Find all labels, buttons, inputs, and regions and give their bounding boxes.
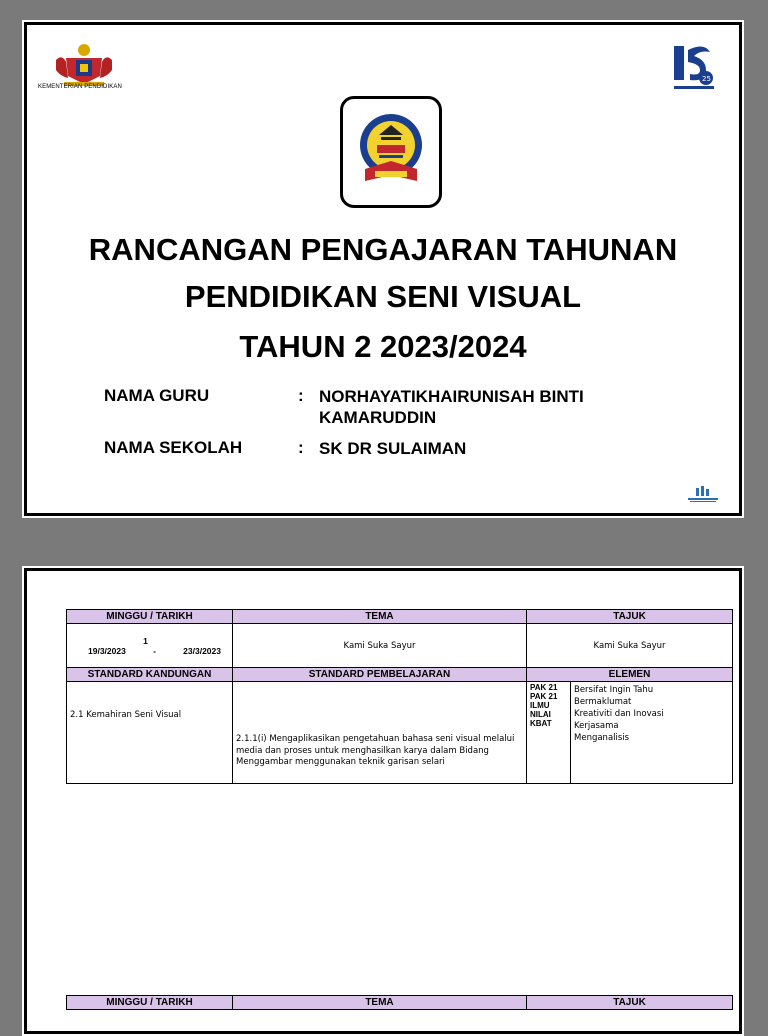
- lesson-plan-table-next: [66, 995, 733, 1010]
- pak-code: NILAI: [530, 710, 551, 719]
- document-title: RANCANGAN PENGAJARAN TAHUNAN: [88, 232, 678, 267]
- pak-code: PAK 21: [530, 692, 558, 701]
- pak-code: ILMU: [530, 701, 550, 710]
- element-item: Menganalisis: [574, 733, 630, 743]
- content-standard-header: STANDARD KANDUNGAN: [67, 668, 233, 682]
- element-item: Kerjasama: [574, 721, 619, 731]
- teacher-colon: :: [298, 386, 304, 405]
- footer-logo-icon: [686, 486, 720, 504]
- theme-header: TEMA: [233, 610, 527, 624]
- topic-header: TAJUK: [527, 610, 733, 624]
- content-standard-cell: 2.1 Kemahiran Seni Visual: [67, 682, 233, 784]
- topic-header: TAJUK: [527, 996, 733, 1010]
- learning-standard-header: STANDARD PEMBELAJARAN: [233, 668, 527, 682]
- teacher-label: NAMA GURU: [104, 386, 210, 405]
- elements-cell: [571, 682, 733, 784]
- malaysia-coat-of-arms-icon: [54, 40, 114, 88]
- pak-code: KBAT: [530, 719, 552, 728]
- year-title: TAHUN 2 2023/2024: [239, 329, 527, 364]
- school-colon: :: [298, 438, 304, 457]
- week-date-header: MINGGU / TARIKH: [67, 610, 233, 624]
- element-item: Bersifat Ingin Tahu: [574, 685, 654, 695]
- topic-cell: Kami Suka Sayur: [527, 624, 733, 668]
- elements-header: ELEMEN: [527, 668, 733, 682]
- school-label: NAMA SEKOLAH: [104, 438, 243, 457]
- date-separator: -: [153, 645, 156, 656]
- school-badge: [340, 96, 442, 208]
- school-crest-icon: [357, 111, 425, 193]
- ministry-label: KEMENTERIAN PENDIDIKAN: [38, 84, 122, 90]
- week-date-header: MINGGU / TARIKH: [67, 996, 233, 1010]
- subject-title: PENDIDIKAN SENI VISUAL: [184, 279, 582, 314]
- date-end: 23/3/2023: [183, 645, 221, 656]
- plan-page: [22, 566, 744, 1036]
- element-item: Bermaklumat: [574, 697, 632, 707]
- 25-anniversary-logo-icon: [670, 42, 718, 92]
- week-number: 1: [143, 635, 148, 646]
- element-item: Kreativiti dan Inovasi: [574, 709, 664, 719]
- date-start: 19/3/2023: [88, 645, 126, 656]
- lesson-plan-table: [66, 609, 733, 784]
- pak-code: PAK 21: [530, 683, 558, 692]
- learning-standard-cell: 2.1.1(i) Mengaplikasikan pengetahuan bahasa seni visual melalui media dan proses untuk menghasilkan karya dalam Bidang Menggambar menggunakan teknik garisan selari: [233, 682, 527, 784]
- week-date-cell: [67, 624, 233, 668]
- theme-cell: Kami Suka Sayur: [233, 624, 527, 668]
- svg-text:25: 25: [702, 75, 711, 83]
- theme-header: TEMA: [233, 996, 527, 1010]
- cover-page: [22, 20, 744, 518]
- teacher-value: NORHAYATIKHAIRUNISAH BINTI KAMARUDDIN: [319, 387, 584, 427]
- pak-codes-cell: [527, 682, 571, 784]
- school-value: SK DR SULAIMAN: [319, 439, 467, 458]
